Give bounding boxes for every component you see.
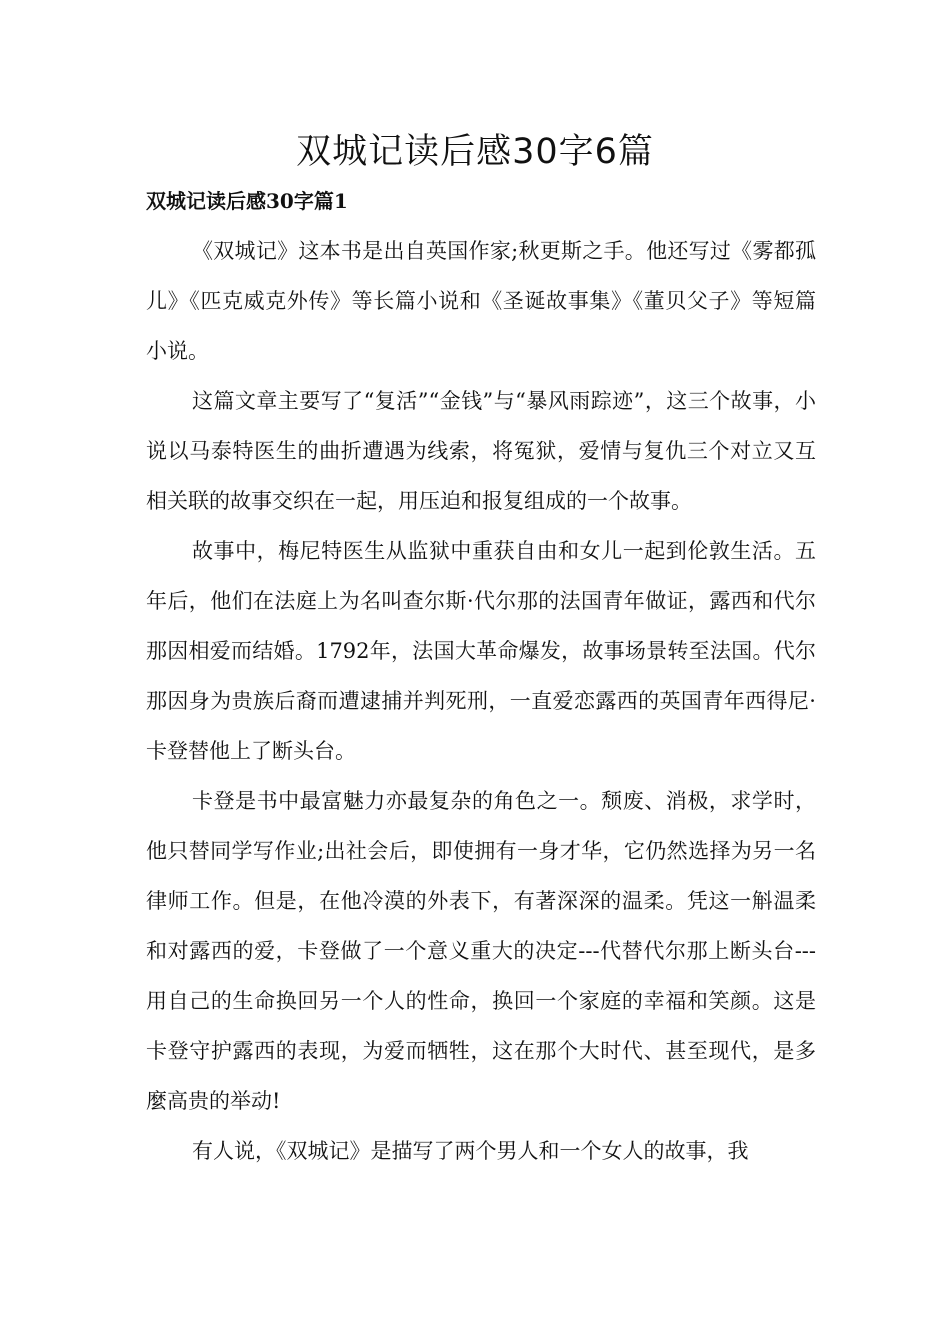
paragraph-3: 故事中，梅尼特医生从监狱中重获自由和女儿一起到伦敦生活。五年后，他们在法庭上为名叫查尔斯·代尔那的法国青年做证，露西和代尔那因相爱而结婚。1792年，法国大革命爆发，故事场景转至法国。代尔那因身为贵族后裔而遭逮捕并判死刑，一直爱恋露西的英国青年西得尼·卡登替他上了断头台。 — [146, 539, 816, 763]
document-title: 双城记读后感30字6篇 — [296, 132, 654, 172]
paragraph-2: 这篇文章主要写了“复活”“金钱”与“暴风雨踪迹”，这三个故事，小说以马泰特医生的曲折遭遇为线索，将冤狱，爱情与复仇三个对立又互相关联的故事交织在一起，用压迫和报复组成的一个故事。 — [146, 389, 816, 513]
paragraph-5: 有人说，《双城记》是描写了两个男人和一个女人的故事，我 — [192, 1139, 749, 1163]
section-heading: 双城记读后感30字篇1 — [146, 189, 348, 213]
paragraph-4: 卡登是书中最富魅力亦最复杂的角色之一。颓废、消极，求学时，他只替同学写作业;出社会后，即使拥有一身才华，它仍然选择为另一名律师工作。但是，在他冷漠的外表下，有著深深的温柔。凭这一斛温柔和对露西的爱，卡登做了一个意义重大的决定---代替代尔那上断头台---用自己的生命换回另一个人的性命，换回一个家庭的幸福和笑颜。这是卡登守护露西的表现，为爱而牺牲，这在那个大时代、甚至现代，是多麼高贵的举动! — [146, 789, 816, 1113]
paragraph-1: 《双城记》这本书是出自英国作家;秋更斯之手。他还写过《雾都孤儿》《匹克威克外传》等长篇小说和《圣诞故事集》《董贝父子》等短篇小说。 — [146, 239, 816, 363]
document-body — [146, 226, 816, 1176]
